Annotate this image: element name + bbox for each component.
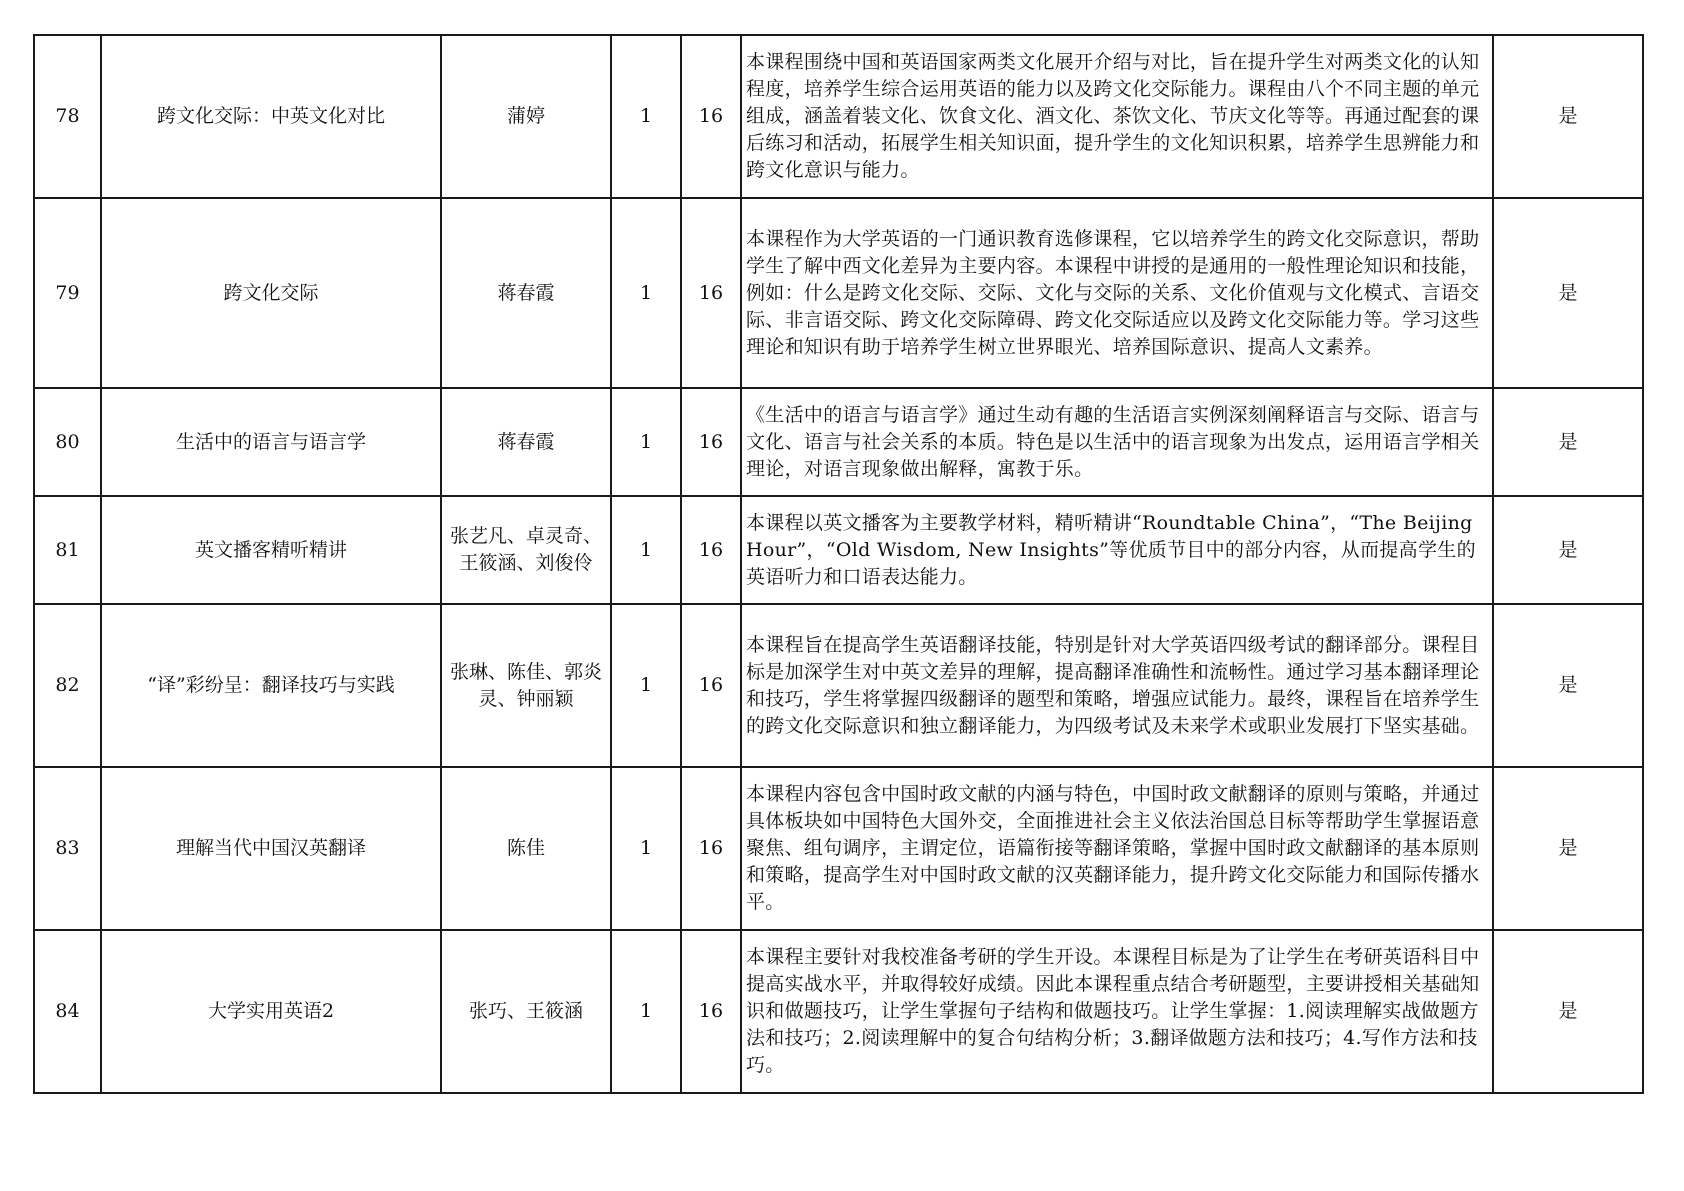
course-name: 大学实用英语2	[101, 930, 441, 1093]
course-number: 84	[34, 930, 101, 1093]
course-flag: 是	[1493, 604, 1643, 767]
table-row	[34, 198, 1643, 388]
course-teacher: 张巧、王筱涵	[441, 930, 611, 1093]
course-teacher: 陈佳	[441, 767, 611, 930]
course-number: 81	[34, 496, 101, 604]
table-row	[34, 496, 1643, 604]
table-row	[34, 767, 1643, 930]
table-row	[34, 35, 1643, 198]
course-credit: 1	[611, 930, 681, 1093]
course-description: 本课程以英文播客为主要教学材料，精听精讲“Roundtable China”，“The Beijing Hour”，“Old Wisdom, New Insights”等优质节目中的部分内容，从而提高学生的英语听力和口语表达能力。	[741, 496, 1493, 604]
course-flag: 是	[1493, 496, 1643, 604]
course-hours: 16	[681, 767, 741, 930]
course-credit: 1	[611, 198, 681, 388]
course-name: 理解当代中国汉英翻译	[101, 767, 441, 930]
course-credit: 1	[611, 35, 681, 198]
course-number: 79	[34, 198, 101, 388]
course-number: 83	[34, 767, 101, 930]
course-number: 82	[34, 604, 101, 767]
course-description: 本课程围绕中国和英语国家两类文化展开介绍与对比，旨在提升学生对两类文化的认知程度，培养学生综合运用英语的能力以及跨文化交际能力。课程由八个不同主题的单元组成，涵盖着装文化、饮食文化、酒文化、茶饮文化、节庆文化等等。再通过配套的课后练习和活动，拓展学生相关知识面，提升学生的文化知识积累，培养学生思辨能力和跨文化意识与能力。	[741, 35, 1493, 198]
course-flag: 是	[1493, 930, 1643, 1093]
course-hours: 16	[681, 496, 741, 604]
course-hours: 16	[681, 198, 741, 388]
course-hours: 16	[681, 388, 741, 496]
table-row	[34, 604, 1643, 767]
course-description: 本课程作为大学英语的一门通识教育选修课程，它以培养学生的跨文化交际意识，帮助学生了解中西文化差异为主要内容。本课程中讲授的是通用的一般性理论知识和技能，例如：什么是跨文化交际、交际、文化与交际的关系、文化价值观与文化模式、言语交际、非言语交际、跨文化交际障碍、跨文化交际适应以及跨文化交际能力等。学习这些理论和知识有助于培养学生树立世界眼光、培养国际意识、提高人文素养。	[741, 198, 1493, 388]
course-credit: 1	[611, 767, 681, 930]
course-flag: 是	[1493, 388, 1643, 496]
course-description: 本课程主要针对我校准备考研的学生开设。本课程目标是为了让学生在考研英语科目中提高实战水平，并取得较好成绩。因此本课程重点结合考研题型，主要讲授相关基础知识和做题技巧，让学生掌握句子结构和做题技巧。让学生掌握：1.阅读理解实战做题方法和技巧；2.阅读理解中的复合句结构分析；3.翻译做题方法和技巧；4.写作方法和技巧。	[741, 930, 1493, 1093]
course-teacher: 蒋春霞	[441, 388, 611, 496]
course-hours: 16	[681, 604, 741, 767]
course-flag: 是	[1493, 767, 1643, 930]
table-row	[34, 388, 1643, 496]
course-hours: 16	[681, 930, 741, 1093]
course-credit: 1	[611, 604, 681, 767]
course-flag: 是	[1493, 35, 1643, 198]
course-teacher: 蒲婷	[441, 35, 611, 198]
course-name: 跨文化交际	[101, 198, 441, 388]
course-name: “译”彩纷呈：翻译技巧与实践	[101, 604, 441, 767]
course-number: 80	[34, 388, 101, 496]
course-hours: 16	[681, 35, 741, 198]
course-credit: 1	[611, 496, 681, 604]
course-credit: 1	[611, 388, 681, 496]
course-teacher: 蒋春霞	[441, 198, 611, 388]
course-description: 《生活中的语言与语言学》通过生动有趣的生活语言实例深刻阐释语言与交际、语言与文化、语言与社会关系的本质。特色是以生活中的语言现象为出发点，运用语言学相关理论，对语言现象做出解释，寓教于乐。	[741, 388, 1493, 496]
course-description: 本课程内容包含中国时政文献的内涵与特色，中国时政文献翻译的原则与策略，并通过具体板块如中国特色大国外交，全面推进社会主义依法治国总目标等帮助学生掌握语意聚焦、组句调序，主谓定位，语篇衔接等翻译策略，掌握中国时政文献翻译的基本原则和策略，提高学生对中国时政文献的汉英翻译能力，提升跨文化交际能力和国际传播水平。	[741, 767, 1493, 930]
course-teacher: 张艺凡、卓灵奇、王筱涵、刘俊伶	[441, 496, 611, 604]
course-description: 本课程旨在提高学生英语翻译技能，特别是针对大学英语四级考试的翻译部分。课程目标是加深学生对中英文差异的理解，提高翻译准确性和流畅性。通过学习基本翻译理论和技巧，学生将掌握四级翻译的题型和策略，增强应试能力。最终，课程旨在培养学生的跨文化交际意识和独立翻译能力，为四级考试及未来学术或职业发展打下坚实基础。	[741, 604, 1493, 767]
course-name: 生活中的语言与语言学	[101, 388, 441, 496]
course-name: 英文播客精听精讲	[101, 496, 441, 604]
course-table	[33, 34, 1644, 1094]
course-flag: 是	[1493, 198, 1643, 388]
course-teacher: 张琳、陈佳、郭炎灵、钟丽颖	[441, 604, 611, 767]
course-number: 78	[34, 35, 101, 198]
table-row	[34, 930, 1643, 1093]
course-name: 跨文化交际：中英文化对比	[101, 35, 441, 198]
